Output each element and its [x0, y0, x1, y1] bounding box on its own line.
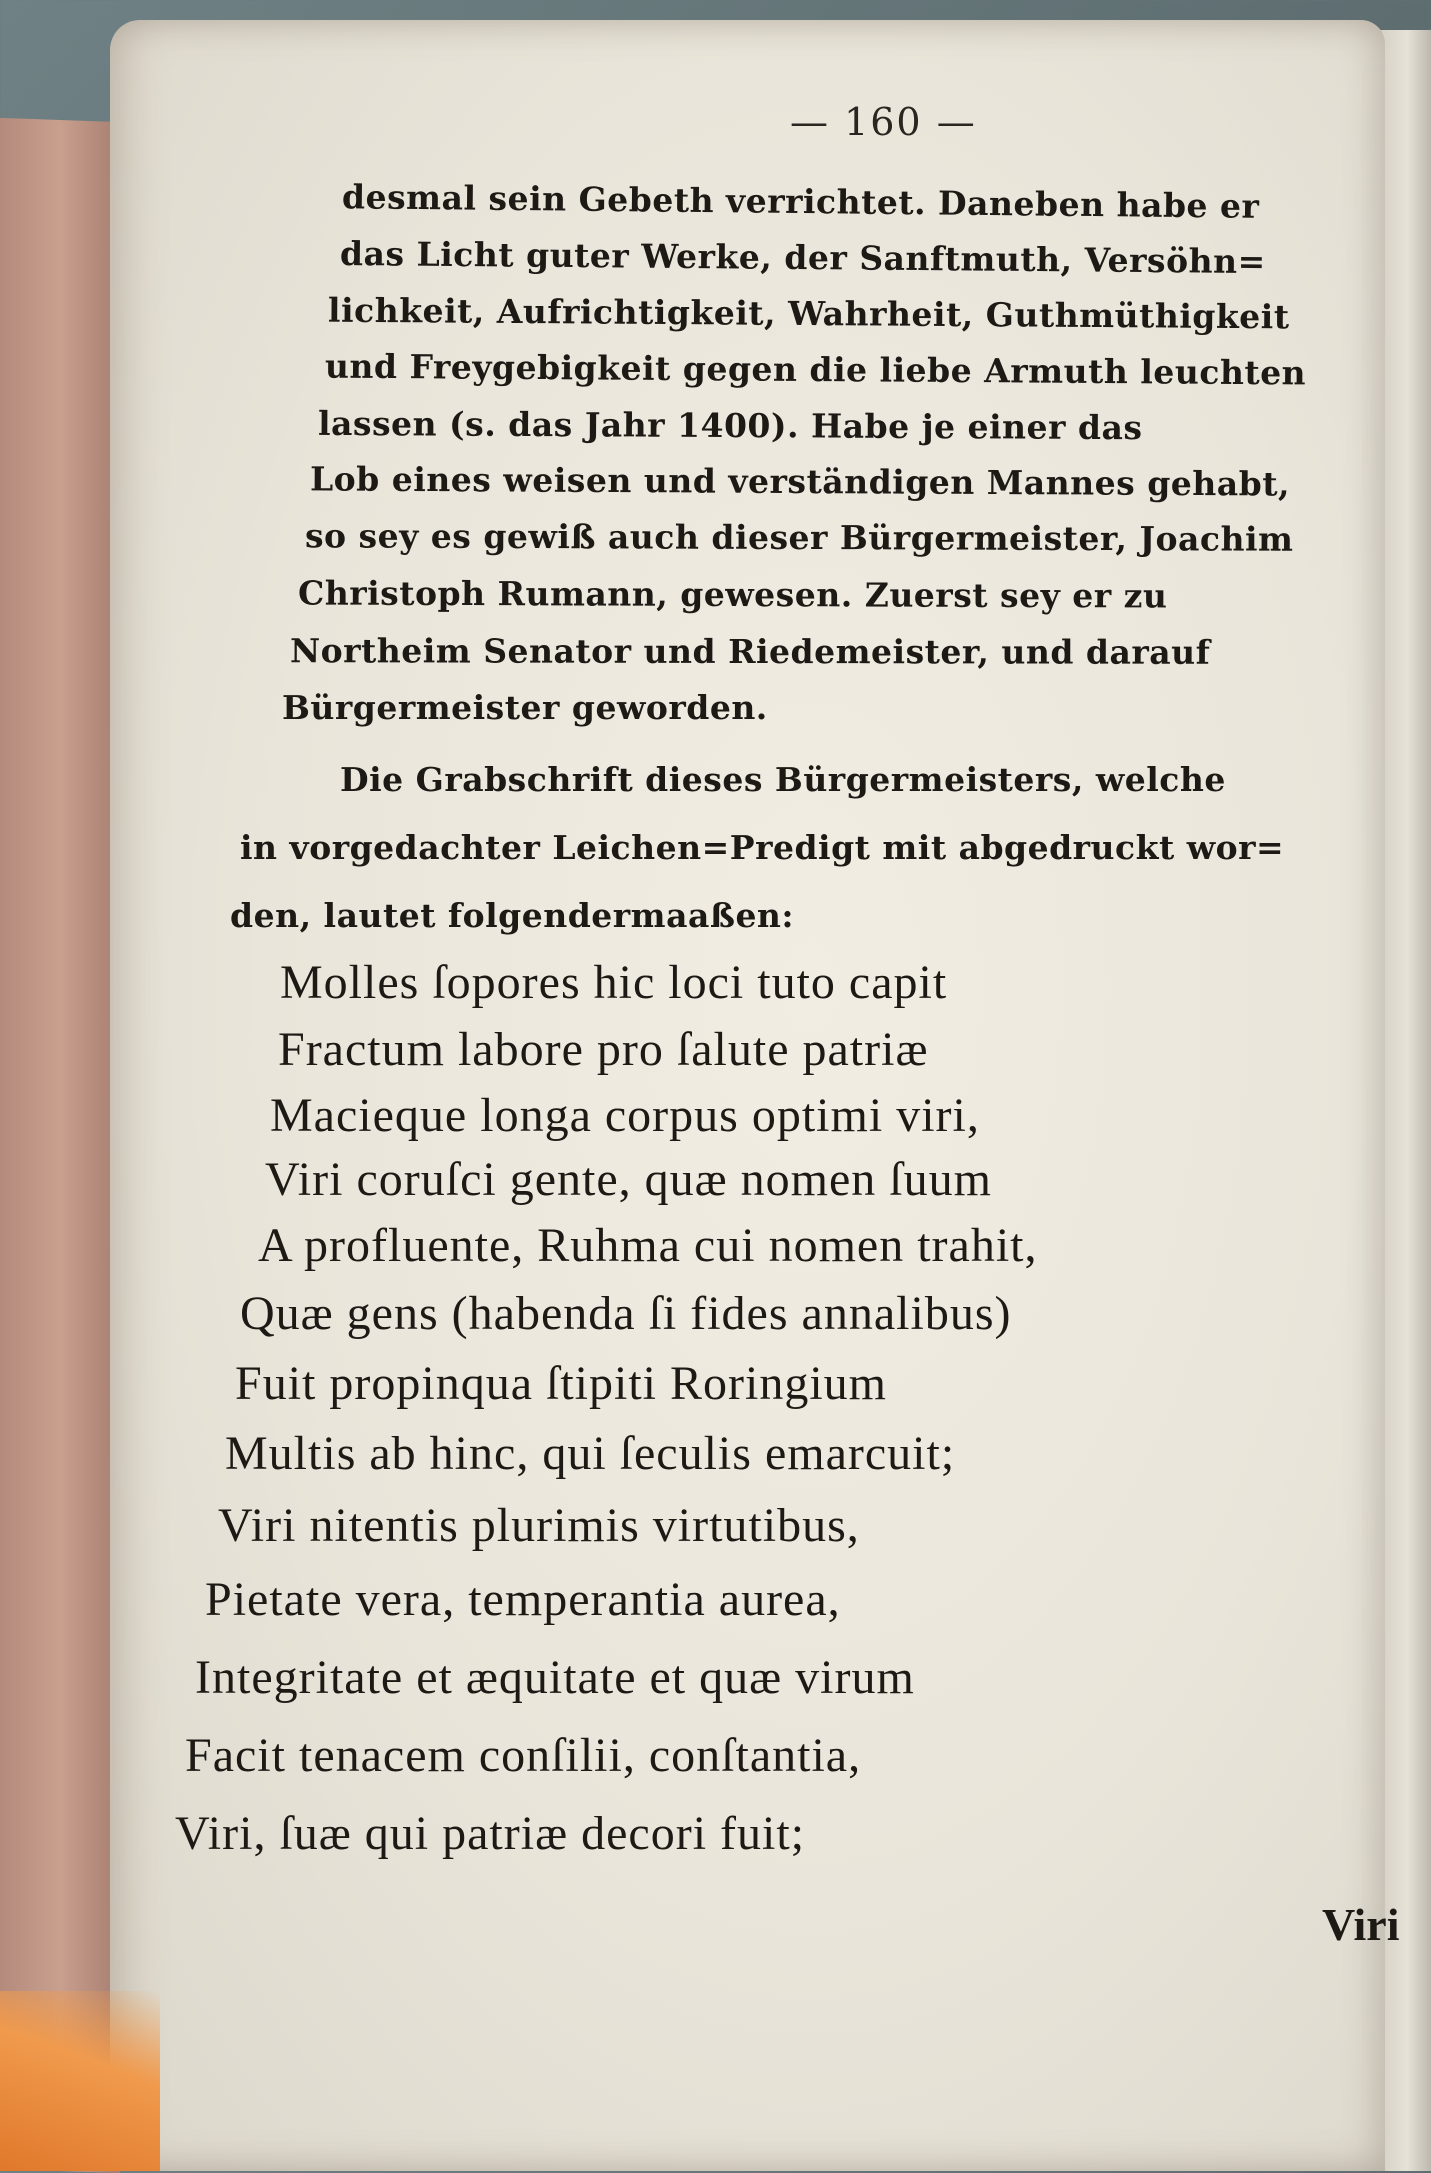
- german-line: lichkeit, Aufrichtigkeit, Wahrheit, Guthmüthigkeit: [327, 290, 1290, 337]
- page-number: — 160 —: [790, 100, 977, 144]
- latin-line: Multis ab hinc, qui ſeculis emarcuit;: [225, 1427, 956, 1480]
- german-line: Christoph Rumann, gewesen. Zuerst sey er zu: [297, 573, 1168, 616]
- german-line: in vorgedachter Leichen=Predigt mit abgedruckt wor=: [240, 828, 1285, 867]
- german-line: Lob eines weisen und verständigen Mannes gehabt,: [309, 459, 1291, 504]
- german-line: und Freygebigkeit gegen die liebe Armuth leuchten: [324, 346, 1307, 393]
- latin-line: Viri nitentis plurimis virtutibus,: [218, 1499, 860, 1552]
- german-line: lassen (s. das Jahr 1400). Habe je einer das: [317, 403, 1143, 448]
- book-cover-corner: [0, 1991, 160, 2171]
- german-line: desmal sein Gebeth verrichtet. Daneben habe er: [341, 177, 1260, 226]
- latin-line: Fractum labore pro ſalute patriæ: [278, 1023, 929, 1076]
- latin-line: Integritate et æquitate et quæ virum: [195, 1651, 915, 1704]
- german-line: so sey es gewiß auch dieser Bürgermeister, Joachim: [304, 516, 1294, 559]
- latin-line: Pietate vera, temperantia aurea,: [205, 1573, 841, 1626]
- latin-line: Viri coruſci gente, quæ nomen ſuum: [265, 1153, 992, 1206]
- latin-line: A profluente, Ruhma cui nomen trahit,: [258, 1219, 1038, 1272]
- german-line: Die Grabschrift dieses Bürgermeisters, welche: [340, 760, 1226, 799]
- latin-line: Quæ gens (habenda ſi fides annalibus): [240, 1287, 1012, 1340]
- latin-line: Viri, ſuæ qui patriæ decori fuit;: [175, 1807, 806, 1860]
- book-cover-left: [0, 118, 120, 2173]
- latin-line: Facit tenacem conſilii, conſtantia,: [185, 1729, 862, 1782]
- german-line: das Licht guter Werke, der Sanftmuth, Versöhn=: [339, 233, 1266, 282]
- catchword: Viri: [1322, 1899, 1400, 1950]
- latin-line: Molles ſopores hic loci tuto capit: [280, 956, 948, 1009]
- book-page: [110, 20, 1400, 2171]
- latin-line: Macieque longa corpus optimi viri,: [270, 1089, 980, 1142]
- german-line: den, lautet folgendermaaßen:: [230, 896, 795, 935]
- latin-line: Fuit propinqua ſtipiti Roringium: [235, 1357, 888, 1410]
- german-line: Northeim Senator und Riedemeister, und darauf: [289, 631, 1211, 672]
- german-line: Bürgermeister geworden.: [282, 688, 768, 727]
